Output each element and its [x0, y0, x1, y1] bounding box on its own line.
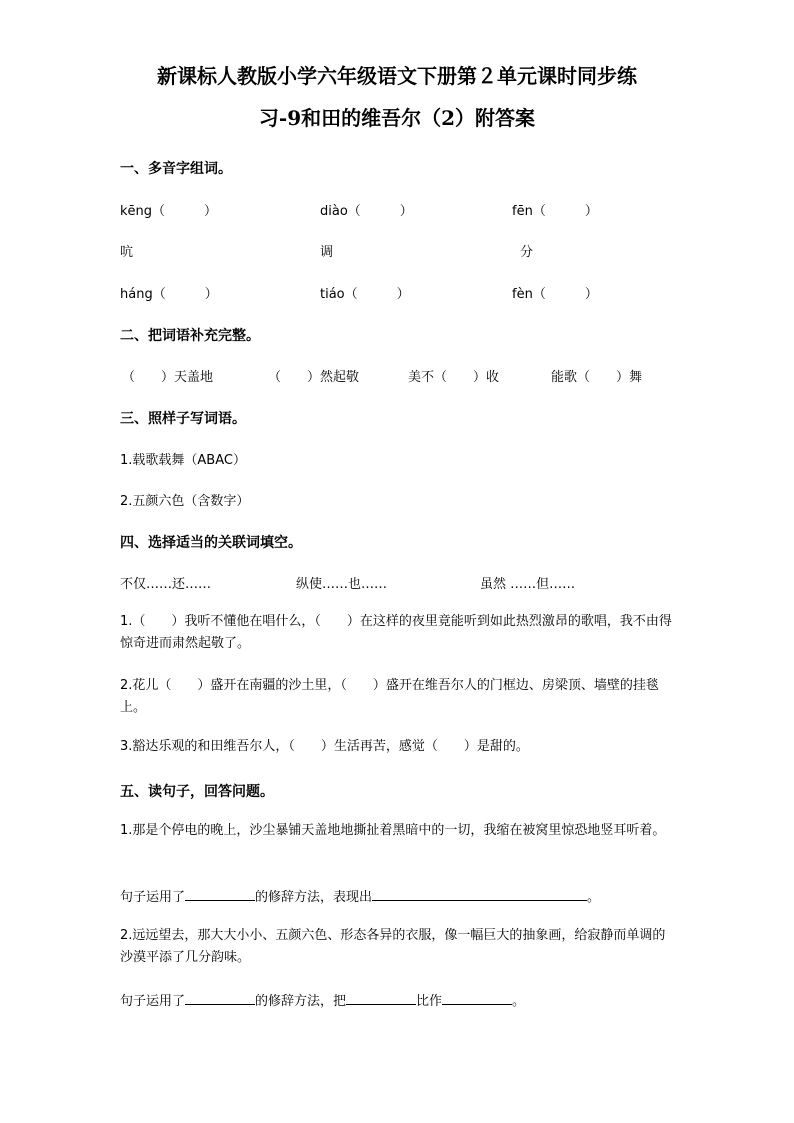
- section5-question-2: 2.远远望去，那大大小小、五颜六色、形态各异的衣服，像一幅巨大的抽象画，给寂静而单调的沙漠平添了几分韵味。: [120, 928, 666, 965]
- char-fen: 分: [520, 245, 534, 260]
- section5-answer-2: [120, 990, 525, 1009]
- section3-item-1: 1.载歌载舞（ABAC）: [120, 453, 246, 468]
- idiom-item-4: 能歌（ ）舞: [551, 370, 643, 385]
- answer-2-blank-rhetoric[interactable]: [185, 990, 255, 1005]
- section4-question-3: 3.豁达乐观的和田维吾尔人，（ ）生活再苦，感觉（ ）是甜的。: [120, 739, 529, 754]
- answer-1-suffix: 。: [587, 890, 601, 905]
- answer-2-blank-object[interactable]: [442, 990, 512, 1005]
- answer-2-blank-subject[interactable]: [346, 990, 416, 1005]
- pinyin-keng: kēng（ ）: [120, 204, 218, 219]
- answer-1-blank-expression[interactable]: [372, 886, 587, 901]
- pinyin-fen2: fèn（ ）: [512, 287, 598, 302]
- pinyin-diao: diào（ ）: [320, 204, 413, 219]
- idiom-item-1: （ ）天盖地: [122, 370, 214, 385]
- section4-question-2: 2.花儿（ ）盛开在南疆的沙土里，（ ）盛开在维吾尔人的门框边、房梁顶、墙壁的挂毯上。: [120, 678, 659, 715]
- pinyin-fen1: fēn（ ）: [512, 204, 598, 219]
- idiom-item-2: （ ）然起敬: [268, 370, 360, 385]
- conjunction-option-1: 不仅……还……: [120, 577, 212, 592]
- section1-heading: 一、多音字组词。: [120, 161, 232, 177]
- page-title-line1: 新课标人教版小学六年级语文下册第２单元课时同步练: [157, 64, 637, 88]
- section4-question-1: 1.（ ）我听不懂他在唱什么，（ ）在这样的夜里竟能听到如此热烈激昂的歌唱，我不由得惊奇进而肃然起敬了。: [120, 614, 672, 651]
- page-title-line2: 习-9和田的维吾尔（2）附答案: [258, 106, 536, 130]
- answer-2-suffix: 。: [512, 994, 526, 1009]
- answer-1-prefix: 句子运用了: [120, 890, 186, 905]
- answer-2-compare: 比作: [416, 994, 443, 1009]
- pinyin-hang: háng（ ）: [120, 287, 218, 302]
- answer-2-middle: 的修辞方法，把: [255, 994, 347, 1009]
- section4-heading: 四、选择适当的关联词填空。: [120, 535, 302, 551]
- section3-item-2: 2.五颜六色（含数字）: [120, 494, 250, 509]
- answer-2-prefix: 句子运用了: [120, 994, 186, 1009]
- section2-heading: 二、把词语补充完整。: [120, 328, 260, 344]
- section5-answer-1: [120, 886, 600, 905]
- conjunction-option-2: 纵使……也……: [296, 577, 388, 592]
- idiom-item-3: 美不（ ）收: [408, 370, 500, 385]
- conjunction-option-3: 虽然 ……但……: [480, 577, 576, 592]
- section5-heading: 五、读句子，回答问题。: [120, 784, 274, 800]
- pinyin-tiao: tiáo（ ）: [320, 287, 410, 302]
- char-diao: 调: [320, 245, 334, 260]
- char-keng: 吭: [120, 245, 134, 260]
- answer-1-blank-rhetoric[interactable]: [185, 886, 255, 901]
- section3-heading: 三、照样子写词语。: [120, 411, 246, 427]
- section5-question-1: 1.那是个停电的晚上，沙尘暴铺天盖地地撕扯着黑暗中的一切，我缩在被窝里惊恐地竖耳听着。: [120, 823, 666, 838]
- answer-1-middle: 的修辞方法，表现出: [255, 890, 373, 905]
